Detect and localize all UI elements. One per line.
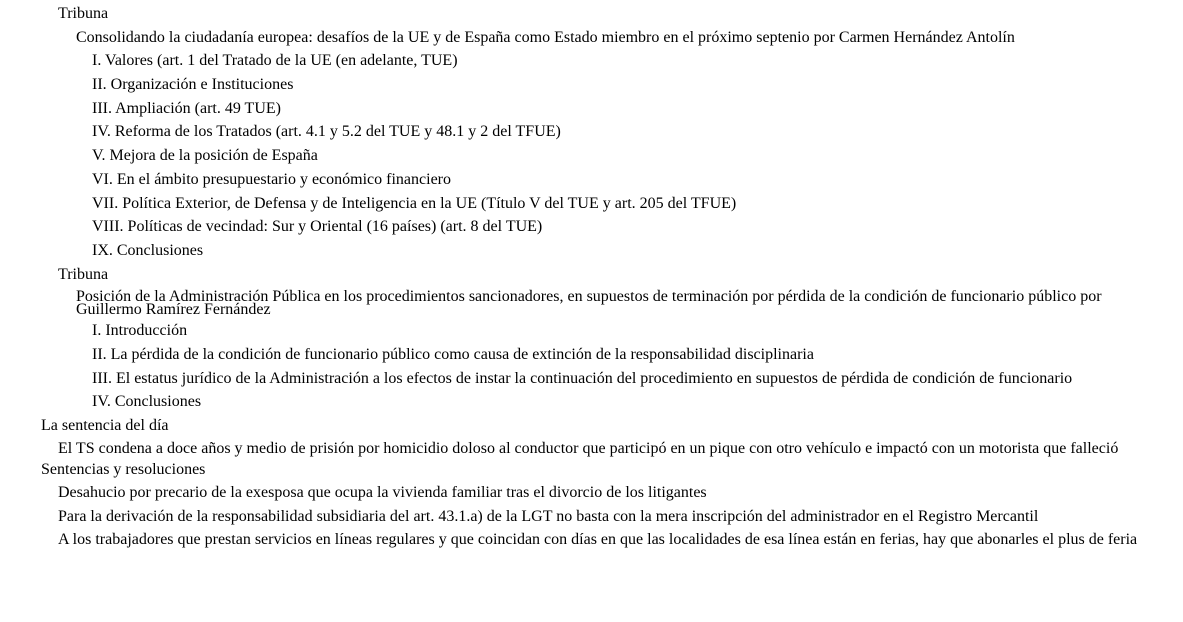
- toc-subsection[interactable]: III. Ampliación (art. 49 TUE): [92, 99, 281, 117]
- toc-subsection[interactable]: VI. En el ámbito presupuestario y económico financiero: [92, 170, 451, 188]
- toc-subsection[interactable]: I. Introducción: [92, 322, 188, 340]
- section-heading-sentencias-resoluciones[interactable]: Sentencias y resoluciones: [41, 460, 206, 478]
- toc-subsection[interactable]: II. La pérdida de la condición de funcionario público como causa de extinción de la responsabilidad disciplinaria: [92, 345, 814, 363]
- section-heading-tribuna[interactable]: Tribuna: [58, 5, 109, 22]
- article-title[interactable]: Consolidando la ciudadanía europea: desafíos de la UE y de España como Estado miembro en el próximo septenio por Carmen Hernández Antolín: [76, 28, 1015, 46]
- toc-subsection[interactable]: I. Valores (art. 1 del Tratado de la UE (en adelante, TUE): [92, 52, 458, 70]
- toc-subsection[interactable]: IX. Conclusiones: [92, 241, 204, 259]
- toc-subsection[interactable]: IV. Conclusiones: [92, 393, 202, 411]
- toc-subsection[interactable]: VII. Política Exterior, de Defensa y de Inteligencia en la UE (Título V del TUE y art. 205 del TFUE): [92, 194, 737, 212]
- section-heading-sentencia-del-dia[interactable]: La sentencia del día: [41, 417, 169, 434]
- toc-subsection[interactable]: II. Organización e Instituciones: [92, 76, 294, 94]
- toc-subsection[interactable]: III. El estatus jurídico de la Administración a los efectos de instar la continuación del procedimiento en supuestos de pérdida de condición de funcionario: [92, 369, 1073, 387]
- toc-subsection[interactable]: V. Mejora de la posición de España: [92, 147, 318, 165]
- toc-subsection[interactable]: IV. Reforma de los Tratados (art. 4.1 y 5.2 del TUE y 48.1 y 2 del TFUE): [92, 123, 561, 141]
- section-heading-tribuna[interactable]: Tribuna: [58, 265, 109, 283]
- article-title[interactable]: Posición de la Administración Pública en los procedimientos sancionadores, en supuestos de terminación por pérdida de la condición de funcionario público por Guillermo Ramírez Fernández: [76, 288, 1102, 319]
- table-of-contents: [0, 6, 1183, 553]
- toc-entry[interactable]: A los trabajadores que prestan servicios en líneas regulares y que coincidan con días en que las localidades de esa línea están en ferias, hay que abonarles el plus de feria: [58, 530, 1138, 548]
- toc-entry[interactable]: Desahucio por precario de la exesposa que ocupa la vivienda familiar tras el divorcio de los litigantes: [58, 484, 707, 502]
- toc-entry[interactable]: El TS condena a doce años y medio de prisión por homicidio doloso al conductor que participó en un pique con otro vehículo e impactó con un motorista que falleció: [58, 439, 1119, 457]
- toc-entry[interactable]: Para la derivación de la responsabilidad subsidiaria del art. 43.1.a) de la LGT no basta con la mera inscripción del administrador en el Registro Mercantil: [58, 508, 1039, 526]
- toc-subsection[interactable]: VIII. Políticas de vecindad: Sur y Oriental (16 países) (art. 8 del TUE): [92, 218, 543, 236]
